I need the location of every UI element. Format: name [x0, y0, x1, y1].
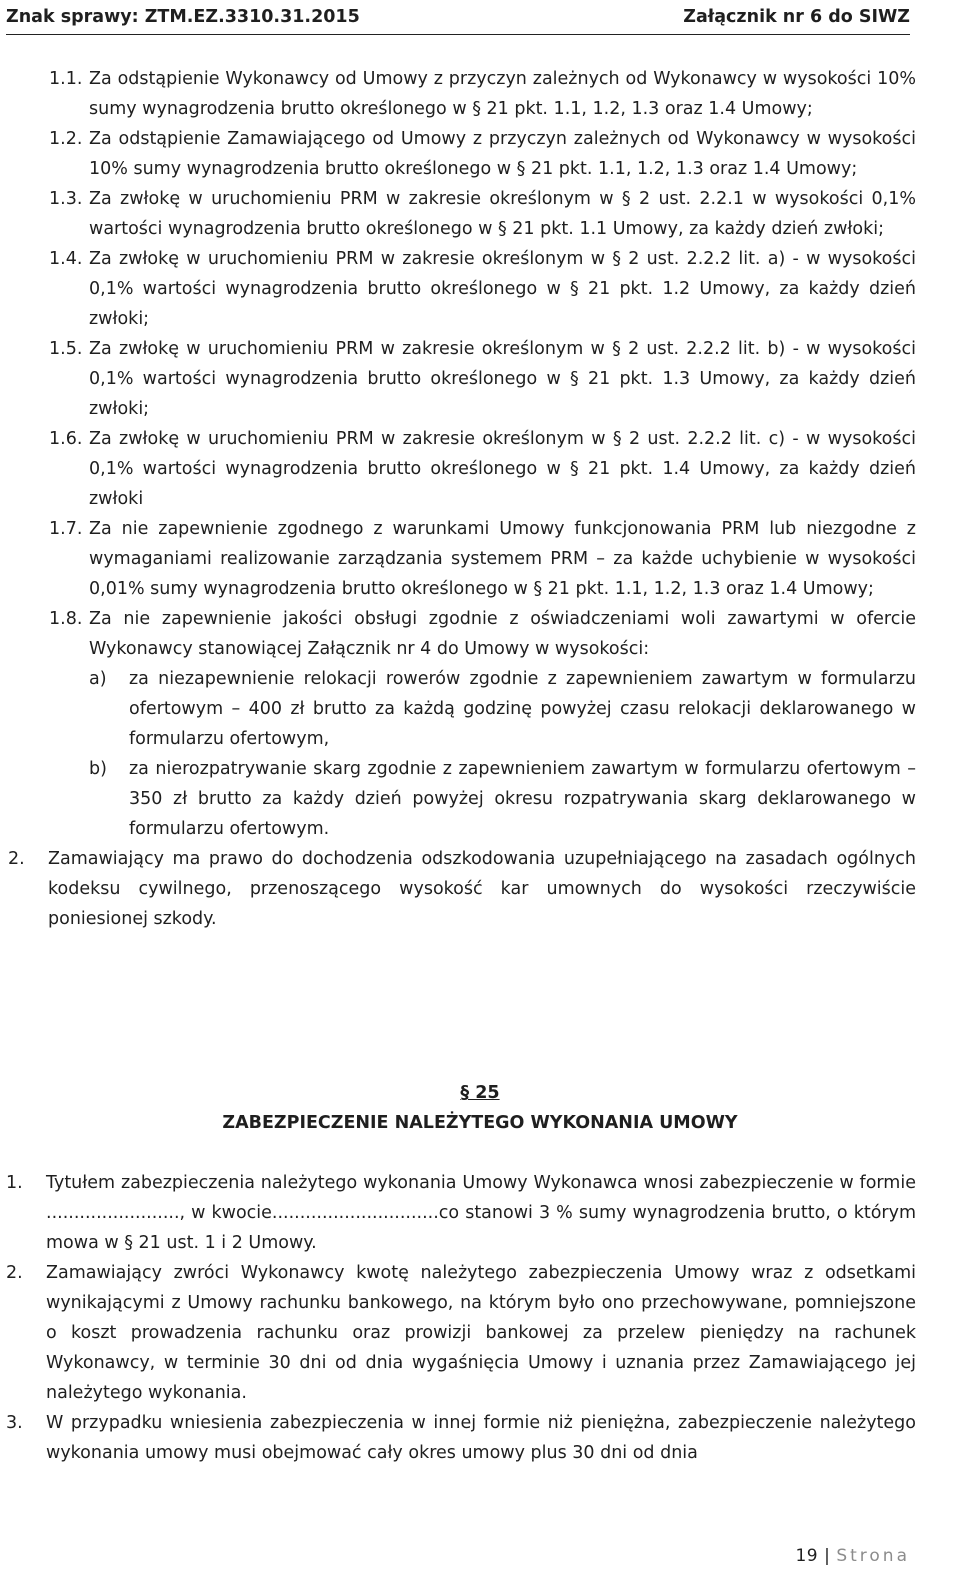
list-item [49, 244, 916, 334]
item-text: Za nie zapewnienie zgodnego z warunkami Umowy funkcjonowania PRM lub niezgodne z wymaganiami realizowanie zarządzania systemem PRM – za każde uchybienie w wysokości 0,01% sumy wynagrodzenia brutto określonego w § 21 pkt. 1.1, 1.2, 1.3 oraz 1.4 Umowy; [89, 519, 916, 599]
item-text: Za odstąpienie Wykonawcy od Umowy z przyczyn zależnych od Wykonawcy w wysokości 10% sumy wynagrodzenia brutto określonego w § 21 pkt. 1.1, 1.2, 1.3 oraz 1.4 Umowy; [89, 69, 916, 119]
list-item [6, 1168, 916, 1258]
item-number: 1.2. [49, 129, 83, 149]
item-number: 1.6. [49, 429, 83, 449]
item-text: Zamawiający zwróci Wykonawcy kwotę należytego zabezpieczenia Umowy wraz z odsetkami wynikającymi z Umowy rachunku bankowego, na którym było ono przechowywane, pomniejszone o koszt prowadzenia rachunku oraz prowizji bankowej za przelew pieniędzy na rachunek Wykonawcy, w terminie 30 dni od dnia wygaśnięcia Umowy i uznania przez Zamawiającego jej należytego wykonania. [46, 1263, 916, 1403]
section-number: § 25 [460, 1083, 500, 1103]
list-item [49, 64, 916, 124]
item-letter: b) [89, 759, 107, 779]
item-number: 1. [6, 1173, 23, 1193]
item-letter: a) [89, 669, 107, 689]
item-number: 1.8. [49, 609, 83, 629]
section-name: ZABEZPIECZENIE NALEŻYTEGO WYKONANIA UMOWY [222, 1113, 738, 1133]
item-text: W przypadku wniesienia zabezpieczenia w innej formie niż pieniężna, zabezpieczenie należytego wykonania umowy musi obejmować cały okres umowy plus 30 dni od dnia [46, 1413, 916, 1463]
item-number: 2. [8, 849, 25, 869]
item-text: Za zwłokę w uruchomieniu PRM w zakresie określonym w § 2 ust. 2.2.1 w wysokości 0,1% wartości wynagrodzenia brutto określonego w § 21 pkt. 1.1 Umowy, za każdy dzień zwłoki; [89, 189, 916, 239]
item-number: 1.7. [49, 519, 83, 539]
list-item [6, 1258, 916, 1408]
item-text: Za zwłokę w uruchomieniu PRM w zakresie określonym w § 2 ust. 2.2.2 lit. c) - w wysokości 0,1% wartości wynagrodzenia brutto określonego w § 21 pkt. 1.4 Umowy, za każdy dzień zwłoki [89, 429, 916, 509]
item-text: Za odstąpienie Zamawiającego od Umowy z przyczyn zależnych od Wykonawcy w wysokości 10% sumy wynagrodzenia brutto określonego w § 21 pkt. 1.1, 1.2, 1.3 oraz 1.4 Umowy; [89, 129, 916, 179]
list-item [49, 604, 916, 664]
attachment-label: Załącznik nr 6 do SIWZ [683, 7, 910, 27]
page-footer [50, 1546, 910, 1566]
footer-separator: | [824, 1546, 831, 1566]
list-item [8, 844, 916, 934]
list-item [6, 1408, 916, 1468]
sub-list-item [89, 664, 916, 754]
list-item [49, 424, 916, 514]
list-item [49, 184, 916, 244]
item-number: 1.5. [49, 339, 83, 359]
item-number: 1.4. [49, 249, 83, 269]
section-heading [0, 1078, 960, 1138]
item-text: Zamawiający ma prawo do dochodzenia odszkodowania uzupełniającego na zasadach ogólnych kodeksu cywilnego, przenoszącego wysokość kar umownych do wysokości rzeczywiście poniesionej szkody. [48, 849, 916, 929]
item-number: 1.3. [49, 189, 83, 209]
case-number: Znak sprawy: ZTM.EZ.3310.31.2015 [6, 7, 360, 27]
item-number: 3. [6, 1413, 23, 1433]
list-item [49, 124, 916, 184]
penalty-list [0, 64, 960, 934]
item-number: 1.1. [49, 69, 83, 89]
page-header [6, 0, 910, 35]
item-text: Za nie zapewnienie jakości obsługi zgodnie z oświadczeniami woli zawartymi w ofercie Wykonawcy stanowiącej Załącznik nr 4 do Umowy w wysokości: [89, 609, 916, 659]
page-label: Strona [836, 1546, 910, 1566]
item-number: 2. [6, 1263, 23, 1283]
list-item [49, 334, 916, 424]
security-list [0, 1168, 960, 1468]
item-text: za nierozpatrywanie skarg zgodnie z zapewnieniem zawartym w formularzu ofertowym – 350 zł brutto za każdy dzień powyżej okresu rozpatrywania skarg deklarowanego w formularzu ofertowym. [129, 759, 916, 839]
item-text: Za zwłokę w uruchomieniu PRM w zakresie określonym w § 2 ust. 2.2.2 lit. a) - w wysokości 0,1% wartości wynagrodzenia brutto określonego w § 21 pkt. 1.2 Umowy, za każdy dzień zwłoki; [89, 249, 916, 329]
item-text: za niezapewnienie relokacji rowerów zgodnie z zapewnieniem zawartym w formularzu ofertowym – 400 zł brutto za każdą godzinę powyżej czasu relokacji deklarowanego w formularzu ofertowym, [129, 669, 916, 749]
page-number: 19 [795, 1546, 819, 1566]
item-text: Za zwłokę w uruchomieniu PRM w zakresie określonym w § 2 ust. 2.2.2 lit. b) - w wysokości 0,1% wartości wynagrodzenia brutto określonego w § 21 pkt. 1.3 Umowy, za każdy dzień zwłoki; [89, 339, 916, 419]
list-item [49, 514, 916, 604]
item-text: Tytułem zabezpieczenia należytego wykonania Umowy Wykonawca wnosi zabezpieczenie w formie ........................, w kwocie..............................co stanowi 3 % sumy wynagrodzenia brutto, o którym mowa w § 21 ust. 1 i 2 Umowy. [46, 1173, 916, 1253]
sub-list-item [89, 754, 916, 844]
